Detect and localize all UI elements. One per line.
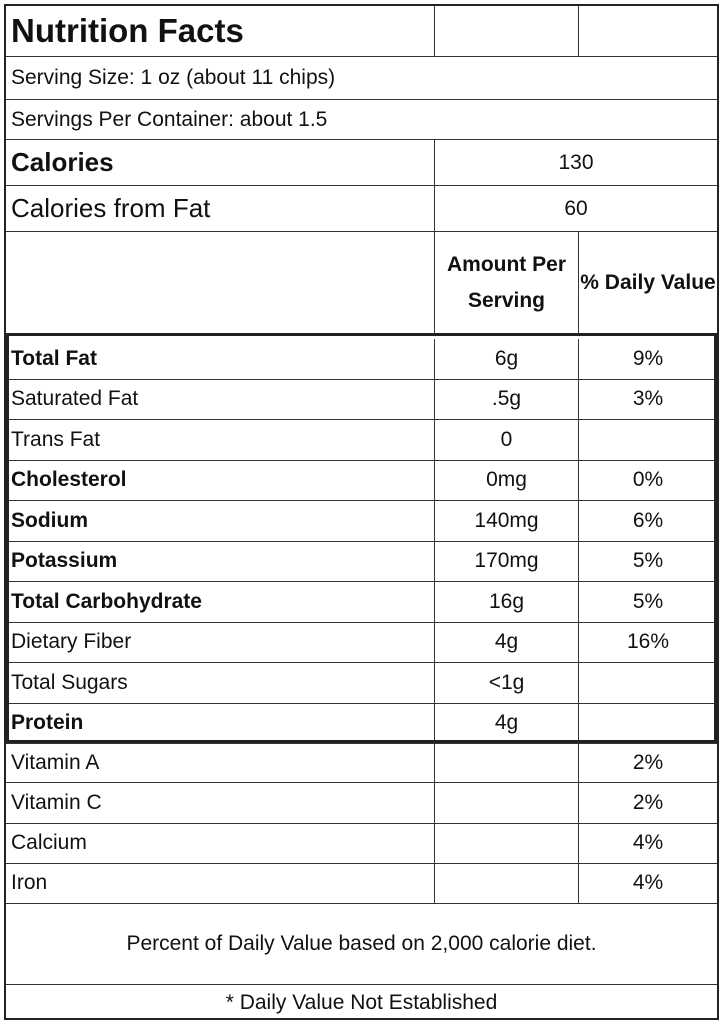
nutrient-amount: 0mg [434, 461, 578, 501]
nutrient-row [6, 623, 717, 664]
nutrient-daily-value [578, 420, 717, 460]
nutrient-name: Saturated Fat [11, 387, 139, 411]
nutrient-amount: 170mg [434, 542, 578, 582]
vitamin-daily-value: 2% [578, 783, 717, 822]
nutrient-row [6, 663, 717, 704]
nutrient-row [6, 542, 717, 583]
title-empty-cell [434, 6, 578, 56]
calories-label: Calories [11, 147, 114, 177]
nutrient-name: Total Carbohydrate [11, 589, 202, 613]
vitamin-daily-value: 4% [578, 864, 717, 903]
calories-value: 130 [434, 140, 717, 185]
nutrient-amount: 4g [434, 704, 578, 744]
nutrient-amount: 0 [434, 420, 578, 460]
servings-per-container-row [6, 100, 717, 140]
nutrient-name: Potassium [11, 549, 118, 573]
footnote: Percent of Daily Value based on 2,000 calorie diet. [126, 932, 597, 955]
nutrient-row [6, 582, 717, 623]
servings-per-container: Servings Per Container: about 1.5 [11, 107, 328, 131]
nutrient-daily-value: 5% [578, 582, 717, 622]
nutrient-amount: 16g [434, 582, 578, 622]
serving-size-row [6, 57, 717, 100]
nutrient-daily-value: 16% [578, 623, 717, 663]
nutrient-name: Total Sugars [11, 670, 128, 694]
nutrient-name: Sodium [11, 508, 88, 532]
daily-value-header: % Daily Value [578, 232, 717, 333]
vitamin-amount [434, 783, 578, 822]
nutrient-daily-value [578, 704, 717, 744]
nutrient-amount: <1g [434, 663, 578, 703]
vitamin-name: Vitamin C [11, 790, 102, 814]
not-established-row [6, 985, 717, 1020]
vitamin-daily-value: 4% [578, 824, 717, 863]
nutrient-name: Cholesterol [11, 468, 127, 492]
calories-from-fat-label: Calories from Fat [11, 193, 211, 223]
vitamin-row [6, 783, 717, 823]
vitamin-daily-value: 2% [578, 743, 717, 782]
nutrient-daily-value [578, 663, 717, 703]
vitamin-row [6, 824, 717, 864]
title-row [6, 6, 717, 57]
nutrient-daily-value: 6% [578, 501, 717, 541]
nutrient-row [6, 461, 717, 502]
calories-from-fat-row [6, 186, 717, 232]
nutrient-amount: 140mg [434, 501, 578, 541]
column-header-row [6, 232, 717, 334]
nutrient-daily-value: 9% [578, 339, 717, 379]
nutrient-row [6, 420, 717, 461]
vitamin-name: Vitamin A [11, 750, 100, 774]
nutrient-amount: 6g [434, 339, 578, 379]
nutrient-row [6, 704, 717, 745]
title-empty-cell [578, 6, 717, 56]
vitamin-amount [434, 824, 578, 863]
amount-per-serving-header: Amount Per Serving [434, 232, 578, 333]
nutrient-row [6, 380, 717, 421]
nutrient-amount: .5g [434, 380, 578, 420]
vitamin-amount [434, 864, 578, 903]
not-established-note: * Daily Value Not Established [225, 990, 498, 1014]
nutrition-facts-label [4, 4, 719, 1020]
vitamin-row [6, 864, 717, 904]
nutrient-daily-value: 3% [578, 380, 717, 420]
vitamin-row [6, 743, 717, 783]
nutrient-name: Trans Fat [11, 427, 101, 451]
nutrient-name: Dietary Fiber [11, 630, 132, 654]
vitamin-amount [434, 743, 578, 782]
nutrient-name: Protein [11, 711, 84, 735]
header-empty-cell [6, 232, 434, 333]
footnote-row [6, 904, 717, 985]
serving-size: Serving Size: 1 oz (about 11 chips) [11, 66, 336, 89]
nutrient-amount: 4g [434, 623, 578, 663]
label-title: Nutrition Facts [11, 12, 244, 49]
vitamin-name: Iron [11, 871, 48, 895]
nutrient-name: Total Fat [11, 346, 97, 370]
nutrient-row [6, 501, 717, 542]
calories-from-fat-value: 60 [434, 186, 717, 231]
nutrient-daily-value: 5% [578, 542, 717, 582]
calories-row [6, 140, 717, 186]
vitamin-name: Calcium [11, 831, 87, 855]
nutrient-daily-value: 0% [578, 461, 717, 501]
nutrient-row [6, 339, 717, 380]
